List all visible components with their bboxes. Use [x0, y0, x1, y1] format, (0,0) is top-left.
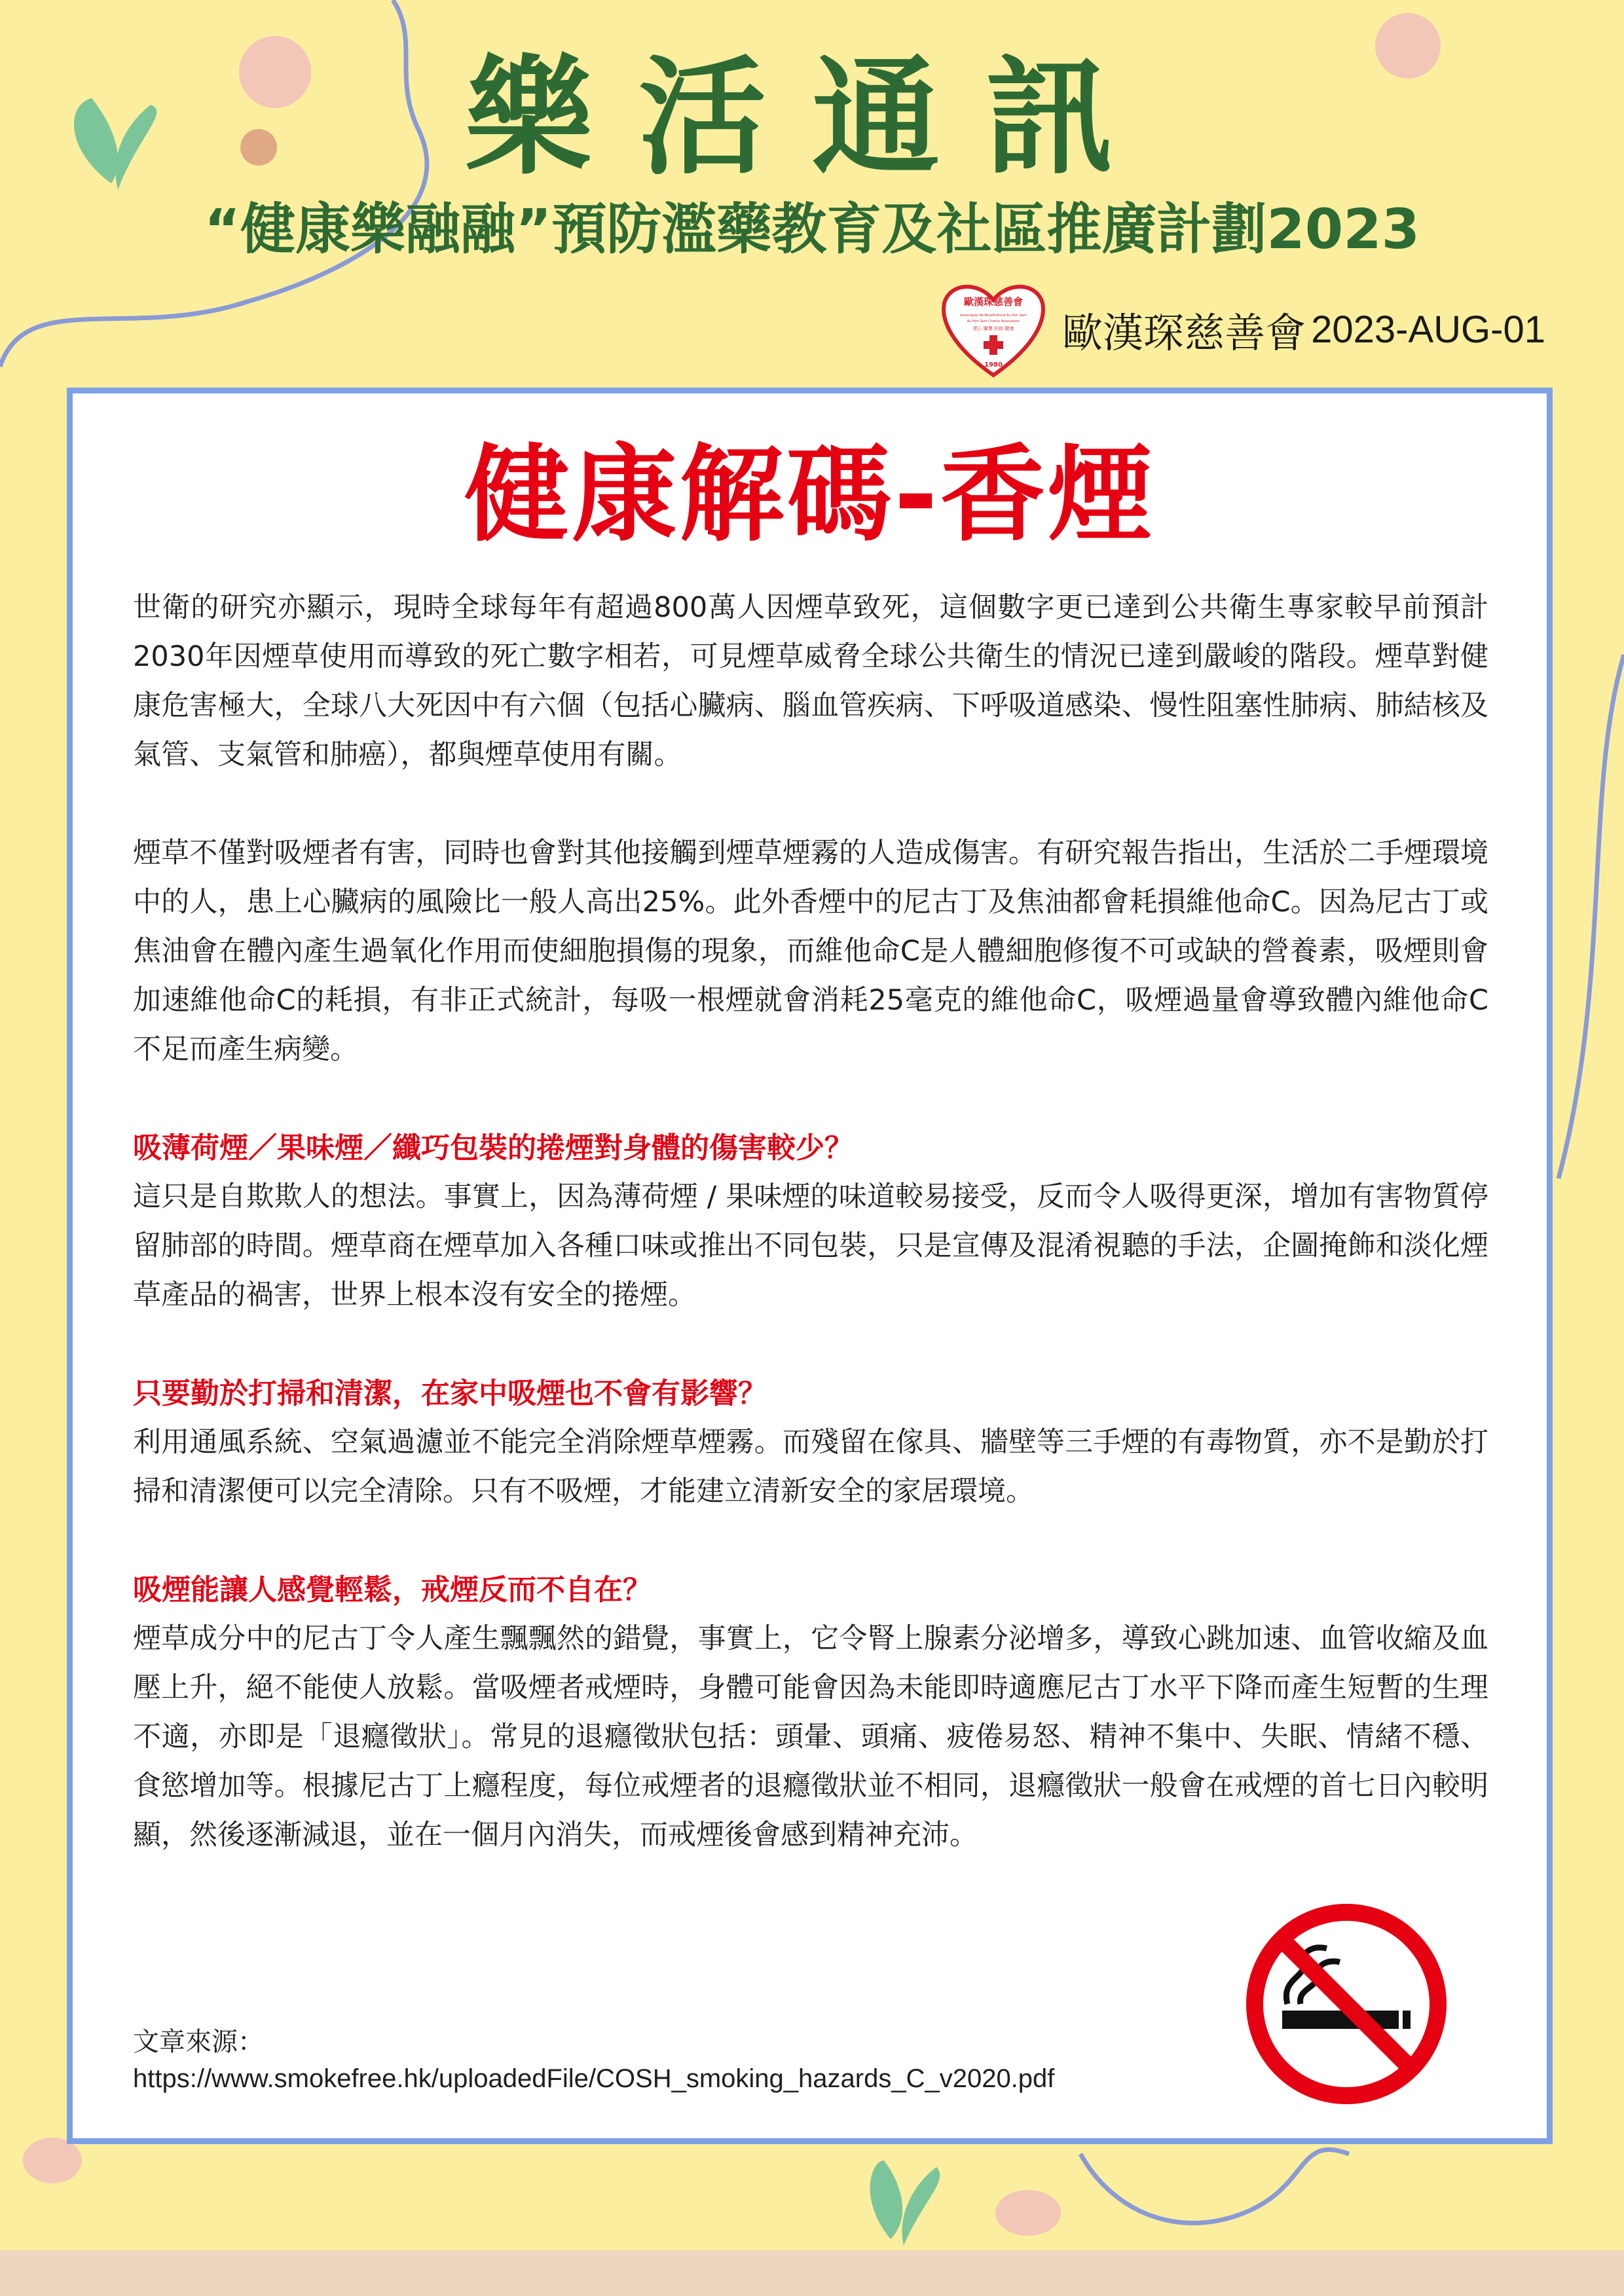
- article-card: [67, 388, 1553, 2144]
- logo-name-pt: Associação de Beneficência Au Hon Sam: [960, 314, 1027, 318]
- masthead-title: 樂活通訊: [465, 43, 1159, 192]
- article-body: [133, 583, 1488, 1909]
- logo-motto: 愛心 關懷 扶助 健康: [972, 326, 1014, 331]
- section-2-answer: 利用通風系統、空氣過濾並不能完全消除煙草煙霧。而殘留在傢具、牆壁等三手煙的有毒物質，亦不是勤於打掃和清潔便可以完全清除。只有不吸煙，才能建立清新安全的家居環境。: [133, 1426, 1488, 1508]
- masthead-subtitle: “健康樂融融”預防濫藥教育及社區推廣計劃2023: [204, 197, 1420, 261]
- squiggle-line-bottom: [1080, 2149, 1349, 2223]
- source-url[interactable]: https://www.smokefree.hk/uploadedFile/COSH_smoking_hazards_C_v2020.pdf: [133, 2064, 1055, 2093]
- section-3-answer: 煙草成分中的尼古丁令人產生飄飄然的錯覺，事實上，它令腎上腺素分泌增多，導致心跳加速、血管收縮及血壓上升，絕不能使人放鬆。當吸煙者戒煙時，身體可能會因為未能即時適應尼古丁水平下降而產生短暫的生理不適，亦即是「退癮徵狀」。常見的退癮徵狀包括：頭暈、頭痛、疲倦易怒、精神不集中、失眠、情緒不穩、食慾增加等。根據尼古丁上癮程度，每位戒煙者的退癮徵狀並不相同，退癮徵狀一般會在戒煙的首七日內較明顯，然後逐漸減退，並在一個月內消失，而戒煙後會感到精神充沛。: [133, 1622, 1488, 1851]
- logo-name-en: Au Hon Sam Charity Association: [967, 319, 1020, 323]
- section-3-question: 吸煙能讓人感覺輕鬆，戒煙反而不自在？: [133, 1573, 652, 1607]
- issue-date: 2023-AUG-01: [1311, 308, 1545, 351]
- bottom-band: [0, 2250, 1624, 2296]
- paragraph-1: 世衛的研究亦顯示，現時全球每年有超過800萬人因煙草致死，這個數字更已達到公共衛生專家較早前預計2030年因煙草使用而導致的死亡數字相若，可見煙草威脅全球公共衛生的情況已達到嚴峻的階段。煙草對健康危害極大，全球八大死因中有六個（包括心臟病、腦血管疾病、下呼吸道感染、慢性阻塞性肺病、肺結核及氣管、支氣管和肺癌），都與煙草使用有關。: [133, 591, 1488, 771]
- pink-blob-bottom: [995, 2190, 1061, 2236]
- logo-name: 歐漢琛慈善會: [964, 296, 1024, 308]
- leaf-bottom-2: [902, 2167, 940, 2246]
- logo-year: 1980: [984, 361, 1003, 369]
- leaf-bottom-1: [870, 2160, 902, 2239]
- squiggle-line-right: [1559, 655, 1624, 1178]
- heart-logo-icon: [938, 280, 1049, 378]
- section-1-question: 吸薄荷煙／果味煙／纖巧包裝的捲煙對身體的傷害較少？: [133, 1131, 853, 1165]
- pink-blob-bottom-left: [23, 2138, 82, 2183]
- paragraph-2: 煙草不僅對吸煙者有害，同時也會對其他接觸到煙草煙霧的人造成傷害。有研究報告指出，生活於二手煙環境中的人，患上心臟病的風險比一般人高出25%。此外香煙中的尼古丁及焦油都會耗損維他命C。因為尼古丁或焦油會在體內產生過氧化作用而使細胞損傷的現象，而維他命C是人體細胞修復不可或缺的營養素，吸煙則會加速維他命C的耗損，有非正式統計，每吸一根煙就會消耗25毫克的維他命C，吸煙過量會導致體內維他命C不足而產生病變。: [133, 837, 1488, 1066]
- no-smoking-icon: [1242, 1899, 1451, 2109]
- section-1-answer: 這只是自欺欺人的想法。事實上，因為薄荷煙 / 果味煙的味道較易接受，反而令人吸得更深，增加有害物質停留肺部的時間。煙草商在煙草加入各種口味或推出不同包裝，只是宣傳及混淆視聽的手法，企圖掩飾和淡化煙草產品的禍害，世界上根本沒有安全的捲煙。: [133, 1180, 1488, 1311]
- article-headline: 健康解碼-香煙: [464, 433, 1155, 556]
- section-2-question: 只要勤於打掃和清潔，在家中吸煙也不會有影響？: [133, 1377, 767, 1410]
- source-label: 文章來源：: [133, 2028, 264, 2056]
- org-row: [938, 280, 1545, 378]
- org-name: 歐漢琛慈善會: [1062, 308, 1306, 357]
- source-block: [133, 2024, 1312, 2097]
